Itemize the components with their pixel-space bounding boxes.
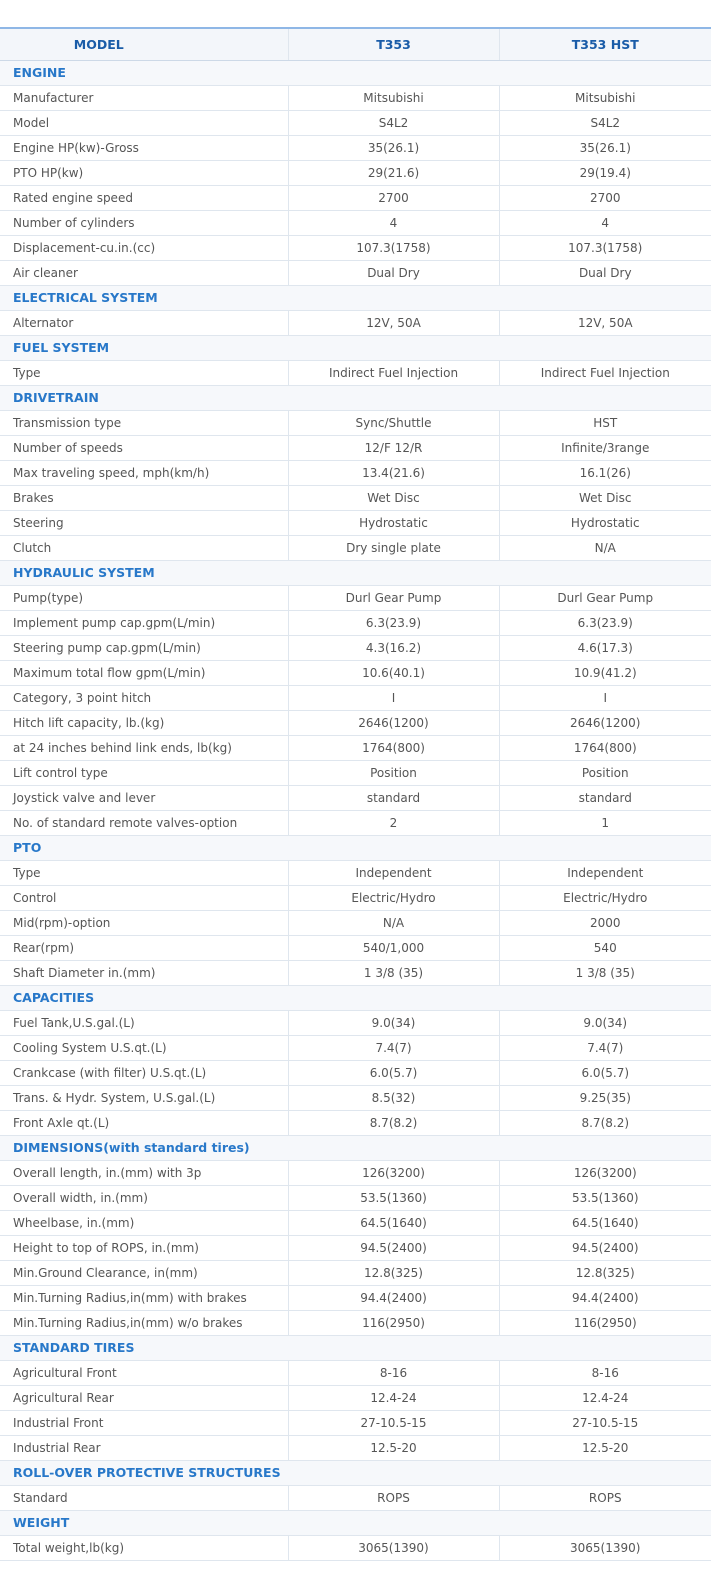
section-title: ENGINE <box>0 61 711 86</box>
spec-value-t353-hst: 12.5-20 <box>499 1436 711 1461</box>
spec-row <box>0 611 711 636</box>
section-title: FUEL SYSTEM <box>0 336 711 361</box>
spec-label: Number of cylinders <box>0 211 288 236</box>
spec-value-t353-hst: 540 <box>499 936 711 961</box>
spec-row <box>0 1111 711 1136</box>
spec-value-t353-hst: Mitsubishi <box>499 86 711 111</box>
spec-row <box>0 586 711 611</box>
spec-value-t353-hst: 6.0(5.7) <box>499 1061 711 1086</box>
spec-value-t353-hst: 1764(800) <box>499 736 711 761</box>
header-model: MODEL <box>0 28 288 61</box>
spec-table <box>0 27 711 1561</box>
spec-value-t353: Dry single plate <box>288 536 499 561</box>
spec-value-t353: 6.3(23.9) <box>288 611 499 636</box>
spec-label: Industrial Rear <box>0 1436 288 1461</box>
spec-value-t353: 2 <box>288 811 499 836</box>
spec-label: Overall width, in.(mm) <box>0 1186 288 1211</box>
spec-label: Number of speeds <box>0 436 288 461</box>
spec-label: Rated engine speed <box>0 186 288 211</box>
spec-value-t353-hst: Wet Disc <box>499 486 711 511</box>
spec-row <box>0 861 711 886</box>
section-title: ELECTRICAL SYSTEM <box>0 286 711 311</box>
spec-label: Model <box>0 111 288 136</box>
spec-value-t353-hst: 3065(1390) <box>499 1536 711 1561</box>
spec-row <box>0 311 711 336</box>
spec-row <box>0 261 711 286</box>
spec-row <box>0 1436 711 1461</box>
spec-value-t353: 6.0(5.7) <box>288 1061 499 1086</box>
spec-row <box>0 811 711 836</box>
spec-label: Joystick valve and lever <box>0 786 288 811</box>
spec-row <box>0 1161 711 1186</box>
spec-value-t353-hst: standard <box>499 786 711 811</box>
spec-value-t353-hst: 12.4-24 <box>499 1386 711 1411</box>
spec-label: Air cleaner <box>0 261 288 286</box>
section-header-row <box>0 386 711 411</box>
spec-value-t353-hst: 12V, 50A <box>499 311 711 336</box>
spec-label: No. of standard remote valves-option <box>0 811 288 836</box>
spec-label: Front Axle qt.(L) <box>0 1111 288 1136</box>
spec-value-t353-hst: 16.1(26) <box>499 461 711 486</box>
spec-value-t353-hst: 94.4(2400) <box>499 1286 711 1311</box>
spec-value-t353: 107.3(1758) <box>288 236 499 261</box>
spec-value-t353: 8.7(8.2) <box>288 1111 499 1136</box>
spec-value-t353: 4.3(16.2) <box>288 636 499 661</box>
spec-row <box>0 361 711 386</box>
section-title: DRIVETRAIN <box>0 386 711 411</box>
spec-row <box>0 511 711 536</box>
spec-row <box>0 1186 711 1211</box>
spec-row <box>0 661 711 686</box>
spec-row <box>0 1211 711 1236</box>
spec-value-t353: 64.5(1640) <box>288 1211 499 1236</box>
spec-value-t353: Hydrostatic <box>288 511 499 536</box>
spec-row <box>0 961 711 986</box>
spec-row <box>0 1311 711 1336</box>
spec-value-t353: N/A <box>288 911 499 936</box>
spec-value-t353: 7.4(7) <box>288 1036 499 1061</box>
spec-value-t353: 2700 <box>288 186 499 211</box>
section-title: DIMENSIONS(with standard tires) <box>0 1136 711 1161</box>
spec-label: Standard <box>0 1486 288 1511</box>
spec-value-t353: Dual Dry <box>288 261 499 286</box>
spec-value-t353-hst: Durl Gear Pump <box>499 586 711 611</box>
section-title: PTO <box>0 836 711 861</box>
spec-value-t353: 1764(800) <box>288 736 499 761</box>
spec-value-t353-hst: 107.3(1758) <box>499 236 711 261</box>
spec-value-t353-hst: 2000 <box>499 911 711 936</box>
spec-value-t353-hst: 9.25(35) <box>499 1086 711 1111</box>
section-header-row <box>0 1336 711 1361</box>
spec-row <box>0 911 711 936</box>
spec-row <box>0 211 711 236</box>
spec-value-t353: 13.4(21.6) <box>288 461 499 486</box>
spec-value-t353-hst: 27-10.5-15 <box>499 1411 711 1436</box>
section-header-row <box>0 986 711 1011</box>
spec-row <box>0 1061 711 1086</box>
spec-value-t353: 126(3200) <box>288 1161 499 1186</box>
spec-label: Rear(rpm) <box>0 936 288 961</box>
spec-row <box>0 461 711 486</box>
spec-row <box>0 1236 711 1261</box>
section-title: HYDRAULIC SYSTEM <box>0 561 711 586</box>
spec-value-t353: Wet Disc <box>288 486 499 511</box>
section-header-row <box>0 836 711 861</box>
spec-value-t353: Electric/Hydro <box>288 886 499 911</box>
spec-table-body <box>0 61 711 1561</box>
section-header-row <box>0 1511 711 1536</box>
spec-label: Trans. & Hydr. System, U.S.gal.(L) <box>0 1086 288 1111</box>
spec-label: Overall length, in.(mm) with 3p <box>0 1161 288 1186</box>
spec-value-t353: 94.4(2400) <box>288 1286 499 1311</box>
spec-value-t353-hst: 8-16 <box>499 1361 711 1386</box>
section-title: WEIGHT <box>0 1511 711 1536</box>
spec-label: Pump(type) <box>0 586 288 611</box>
spec-value-t353: 9.0(34) <box>288 1011 499 1036</box>
spec-value-t353: S4L2 <box>288 111 499 136</box>
spec-value-t353: 8.5(32) <box>288 1086 499 1111</box>
spec-value-t353-hst: 35(26.1) <box>499 136 711 161</box>
spec-row <box>0 86 711 111</box>
spec-value-t353-hst: Infinite/3range <box>499 436 711 461</box>
spec-label: Clutch <box>0 536 288 561</box>
spec-value-t353-hst: ROPS <box>499 1486 711 1511</box>
spec-value-t353: 53.5(1360) <box>288 1186 499 1211</box>
spec-row <box>0 1286 711 1311</box>
spec-label: Maximum total flow gpm(L/min) <box>0 661 288 686</box>
section-header-row <box>0 286 711 311</box>
spec-value-t353: ROPS <box>288 1486 499 1511</box>
spec-label: Alternator <box>0 311 288 336</box>
spec-value-t353-hst: 29(19.4) <box>499 161 711 186</box>
spec-label: Category, 3 point hitch <box>0 686 288 711</box>
spec-value-t353-hst: 8.7(8.2) <box>499 1111 711 1136</box>
spec-value-t353: 10.6(40.1) <box>288 661 499 686</box>
spec-value-t353-hst: 126(3200) <box>499 1161 711 1186</box>
spec-value-t353-hst: Dual Dry <box>499 261 711 286</box>
header-t353: T353 <box>288 28 499 61</box>
spec-value-t353: 35(26.1) <box>288 136 499 161</box>
spec-value-t353-hst: 1 <box>499 811 711 836</box>
spec-row <box>0 411 711 436</box>
section-header-row <box>0 1136 711 1161</box>
spec-value-t353: 540/1,000 <box>288 936 499 961</box>
spec-value-t353: 94.5(2400) <box>288 1236 499 1261</box>
spec-row <box>0 236 711 261</box>
spec-row <box>0 1386 711 1411</box>
spec-label: Brakes <box>0 486 288 511</box>
spec-value-t353-hst: 1 3/8 (35) <box>499 961 711 986</box>
spec-label: Lift control type <box>0 761 288 786</box>
spec-value-t353-hst: 64.5(1640) <box>499 1211 711 1236</box>
section-header-row <box>0 336 711 361</box>
spec-label: Implement pump cap.gpm(L/min) <box>0 611 288 636</box>
spec-value-t353: 12/F 12/R <box>288 436 499 461</box>
spec-value-t353: Durl Gear Pump <box>288 586 499 611</box>
section-title: STANDARD TIRES <box>0 1336 711 1361</box>
spec-row <box>0 1261 711 1286</box>
spec-value-t353-hst: Position <box>499 761 711 786</box>
spec-label: Min.Ground Clearance, in(mm) <box>0 1261 288 1286</box>
spec-label: Cooling System U.S.qt.(L) <box>0 1036 288 1061</box>
spec-table-header <box>0 28 711 61</box>
section-header-row <box>0 1461 711 1486</box>
spec-value-t353-hst: 2700 <box>499 186 711 211</box>
spec-value-t353-hst: Indirect Fuel Injection <box>499 361 711 386</box>
spec-value-t353: I <box>288 686 499 711</box>
spec-row <box>0 186 711 211</box>
spec-value-t353: 29(21.6) <box>288 161 499 186</box>
spec-value-t353: 2646(1200) <box>288 711 499 736</box>
spec-value-t353-hst: 4 <box>499 211 711 236</box>
spec-row <box>0 886 711 911</box>
spec-value-t353: Independent <box>288 861 499 886</box>
spec-row <box>0 436 711 461</box>
section-title: CAPACITIES <box>0 986 711 1011</box>
spec-value-t353: 12.8(325) <box>288 1261 499 1286</box>
spec-value-t353: Mitsubishi <box>288 86 499 111</box>
spec-label: Steering pump cap.gpm(L/min) <box>0 636 288 661</box>
spec-row <box>0 636 711 661</box>
section-header-row <box>0 561 711 586</box>
spec-value-t353-hst: 53.5(1360) <box>499 1186 711 1211</box>
spec-label: Manufacturer <box>0 86 288 111</box>
spec-value-t353-hst: Electric/Hydro <box>499 886 711 911</box>
spec-value-t353-hst: 94.5(2400) <box>499 1236 711 1261</box>
spec-value-t353-hst: I <box>499 686 711 711</box>
spec-row <box>0 486 711 511</box>
spec-label: Crankcase (with filter) U.S.qt.(L) <box>0 1061 288 1086</box>
spec-row <box>0 1486 711 1511</box>
spec-row <box>0 936 711 961</box>
spec-value-t353: 12V, 50A <box>288 311 499 336</box>
spec-row <box>0 1361 711 1386</box>
spec-label: Height to top of ROPS, in.(mm) <box>0 1236 288 1261</box>
spec-row <box>0 711 711 736</box>
spec-row <box>0 1011 711 1036</box>
spec-row <box>0 111 711 136</box>
spec-label: PTO HP(kw) <box>0 161 288 186</box>
spec-row <box>0 136 711 161</box>
spec-label: Mid(rpm)-option <box>0 911 288 936</box>
spec-row <box>0 1536 711 1561</box>
spec-value-t353: 1 3/8 (35) <box>288 961 499 986</box>
spec-row <box>0 736 711 761</box>
spec-label: Total weight,lb(kg) <box>0 1536 288 1561</box>
spec-value-t353: 27-10.5-15 <box>288 1411 499 1436</box>
spec-value-t353-hst: 6.3(23.9) <box>499 611 711 636</box>
header-t353-hst: T353 HST <box>499 28 711 61</box>
spec-value-t353: 12.5-20 <box>288 1436 499 1461</box>
spec-row <box>0 1036 711 1061</box>
spec-value-t353: standard <box>288 786 499 811</box>
spec-label: Shaft Diameter in.(mm) <box>0 961 288 986</box>
header-row <box>0 28 711 61</box>
spec-value-t353-hst: 10.9(41.2) <box>499 661 711 686</box>
spec-label: Agricultural Front <box>0 1361 288 1386</box>
spec-label: Type <box>0 861 288 886</box>
spec-value-t353-hst: Hydrostatic <box>499 511 711 536</box>
spec-label: Steering <box>0 511 288 536</box>
spec-label: Type <box>0 361 288 386</box>
spec-label: Engine HP(kw)-Gross <box>0 136 288 161</box>
spec-row <box>0 1086 711 1111</box>
spec-value-t353-hst: 116(2950) <box>499 1311 711 1336</box>
spec-value-t353-hst: N/A <box>499 536 711 561</box>
spec-value-t353-hst: S4L2 <box>499 111 711 136</box>
spec-label: Transmission type <box>0 411 288 436</box>
spec-label: at 24 inches behind link ends, lb(kg) <box>0 736 288 761</box>
spec-label: Min.Turning Radius,in(mm) w/o brakes <box>0 1311 288 1336</box>
spec-value-t353: 12.4-24 <box>288 1386 499 1411</box>
spec-row <box>0 686 711 711</box>
spec-value-t353-hst: 9.0(34) <box>499 1011 711 1036</box>
spec-row <box>0 786 711 811</box>
spec-value-t353: Position <box>288 761 499 786</box>
spec-label: Fuel Tank,U.S.gal.(L) <box>0 1011 288 1036</box>
spec-label: Hitch lift capacity, lb.(kg) <box>0 711 288 736</box>
spec-row <box>0 1411 711 1436</box>
spec-label: Agricultural Rear <box>0 1386 288 1411</box>
section-title: ROLL-OVER PROTECTIVE STRUCTURES <box>0 1461 711 1486</box>
section-header-row <box>0 61 711 86</box>
spec-value-t353-hst: 4.6(17.3) <box>499 636 711 661</box>
spec-row <box>0 761 711 786</box>
spec-value-t353-hst: 2646(1200) <box>499 711 711 736</box>
spec-label: Displacement-cu.in.(cc) <box>0 236 288 261</box>
spec-row <box>0 536 711 561</box>
spec-value-t353-hst: HST <box>499 411 711 436</box>
spec-value-t353: Sync/Shuttle <box>288 411 499 436</box>
spec-value-t353-hst: 7.4(7) <box>499 1036 711 1061</box>
spec-value-t353: Indirect Fuel Injection <box>288 361 499 386</box>
spec-label: Min.Turning Radius,in(mm) with brakes <box>0 1286 288 1311</box>
spec-row <box>0 161 711 186</box>
spec-value-t353-hst: 12.8(325) <box>499 1261 711 1286</box>
spec-label: Industrial Front <box>0 1411 288 1436</box>
spec-value-t353: 116(2950) <box>288 1311 499 1336</box>
spec-value-t353: 3065(1390) <box>288 1536 499 1561</box>
spec-label: Max traveling speed, mph(km/h) <box>0 461 288 486</box>
spec-value-t353: 8-16 <box>288 1361 499 1386</box>
spec-value-t353-hst: Independent <box>499 861 711 886</box>
spec-label: Wheelbase, in.(mm) <box>0 1211 288 1236</box>
spec-value-t353: 4 <box>288 211 499 236</box>
spec-label: Control <box>0 886 288 911</box>
